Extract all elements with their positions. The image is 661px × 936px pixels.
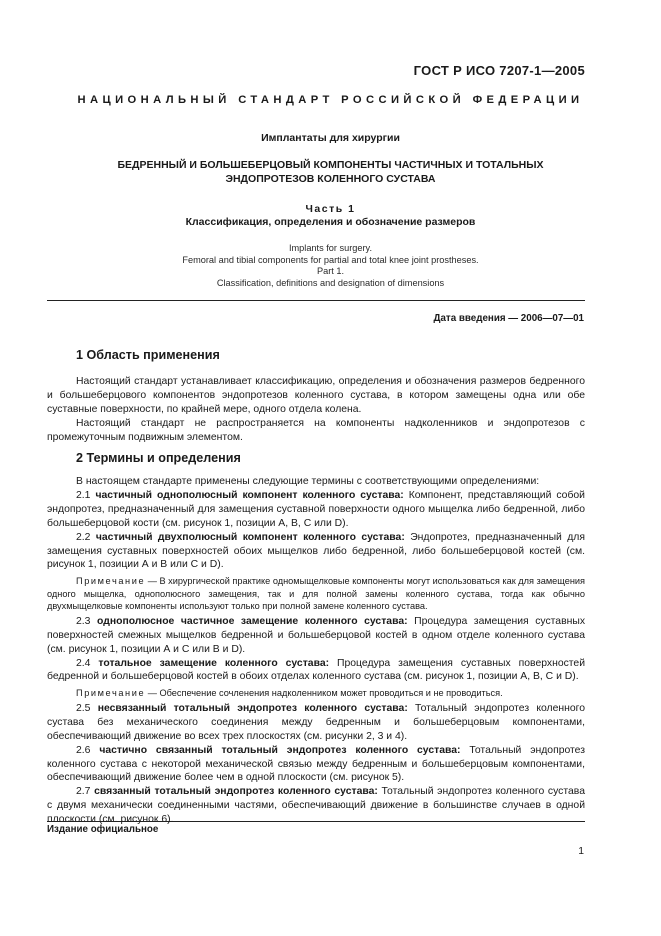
title-line-2: ЭНДОПРОТЕЗОВ КОЛЕННОГО СУСТАВА [225,173,436,185]
note-1 [47,575,585,613]
term-name: частичный двухполюсный компонент коленного сустава: [95,531,405,543]
term-number: 2.6 [76,744,91,756]
part-title: Классификация, определения и обозначение размеров [185,216,476,228]
section-1-paragraph-1: Настоящий стандарт устанавливает классификацию, определения и обозначения размеров бедренного и большеберцового компонентов эндопротезов коленного сустава, в котором замещены одна или обе суставные поверхности, по крайней мере, одного отдела колена. [47,376,585,415]
term-name: тотальное замещение коленного сустава: [98,657,330,669]
footer-divider [47,821,585,822]
term-definition: Компонент, представляющий собой эндопротез, предназначенный для замещения суставной поверхности одного мыщелка либо бедренной, либо большеберцовой кости (см. рисунок 1, позиции А, В, С или D). [47,489,585,529]
national-standard-banner: НАЦИОНАЛЬНЫЙ СТАНДАРТ РОССИЙСКОЙ ФЕДЕРАЦИИ [77,94,584,106]
page-number: 1 [578,846,584,857]
introduction-date: Дата введения — 2006—07—01 [433,313,584,324]
english-line-3: Part 1. [316,266,345,276]
note-text: — Обеспечение сочленения надколенником может проводиться и не проводиться. [145,688,503,699]
top-divider [47,300,585,301]
section-1-heading: 1 Область применения [76,348,220,362]
term-number: 2.7 [76,786,91,798]
english-line-1: Implants for surgery. [288,243,373,253]
term-2-3 [47,615,585,657]
note-label: Примечание [76,688,146,699]
subject-heading: Имплантаты для хирургии [261,132,400,144]
term-definition: Процедура замещения суставных поверхностей смежных мыщелков бедренной и большеберцовой костей в одном отделе коленного сустава (см. рисунок 1, позиции А и С или В и D). [47,615,586,655]
gost-code: ГОСТ Р ИСО 7207-1—2005 [413,63,585,78]
term-name: связанный тотальный эндопротез коленного сустава: [94,786,378,798]
term-name: частично связанный тотальный эндопротез коленного сустава: [99,744,461,756]
english-line-2: Femoral and tibial components for partial and total knee joint prostheses. [182,254,479,265]
term-name: частичный однополюсный компонент коленного сустава: [95,489,404,501]
section-2-heading: 2 Термины и определения [76,451,241,465]
term-definition: Эндопротез, предназначенный для замещения суставных поверхностей обоих мыщелков либо бедренной, либо большеберцовой костей (см. рисунок 1, позиции А и В или С и D). [47,531,585,571]
note-text: — В хирургической практике одномыщелковые компоненты могут использоваться как для замещения одного мыщелка, однополюсного замещения, так и для полной замены коленного сустава, тогда как обычно двухмыщелковые компоненты используют только при полной замене коленного сустава. [47,576,586,612]
section-1-paragraph-2: Настоящий стандарт не распространяется на компоненты надколенников и эндопротезов с промежуточным подвижным элементом. [47,417,585,443]
part-number: Часть 1 [305,203,356,215]
note-2 [47,687,585,700]
section-2-body [47,475,585,827]
document-title [40,158,621,186]
note-label: Примечание [76,576,146,587]
term-number: 2.1 [76,489,91,501]
term-2-4 [47,657,585,685]
term-definition: Тотальный эндопротез коленного сустава без механического соединения между бедренным и большеберцовым компонентами, обеспечивающий движение во всех трех плоскостях (см. рисунки 2, 3 и 4). [47,702,585,742]
term-2-6 [47,744,585,786]
term-number: 2.4 [76,657,91,669]
term-2-1 [47,489,585,531]
term-number: 2.2 [76,531,91,543]
term-2-2 [47,531,585,573]
term-number: 2.3 [76,615,91,627]
term-definition: Тотальный эндопротез коленного сустава с двумя механически соединенными частями, обеспечивающий движение в большинстве случаев в одной плоскости (см. рисунок 6). [47,786,585,826]
section-1-body [47,375,585,445]
term-number: 2.5 [76,702,91,714]
term-definition: Тотальный эндопротез коленного сустава с некоторой механической связью между бедренным и большеберцовым компонентами, обеспечивающий движение более чем в одной плоскости (см. рисунок 5). [47,744,585,784]
english-title [40,243,621,289]
term-name: однополюсное частичное замещение коленного сустава: [97,615,408,627]
term-name: несвязанный тотальный эндопротез коленного сустава: [97,702,408,714]
section-2-intro: В настоящем стандарте применены следующие термины с соответствующими определениями: [76,476,540,487]
title-line-1: БЕДРЕННЫЙ И БОЛЬШЕБЕРЦОВЫЙ КОМПОНЕНТЫ ЧАСТИЧНЫХ И ТОТАЛЬНЫХ [117,159,544,171]
official-edition-label: Издание официальное [47,824,159,835]
english-line-4: Classification, definitions and designation of dimensions [216,277,445,288]
term-2-5 [47,702,585,744]
term-definition: Процедура замещения суставных поверхностей бедренной и большеберцовой костей в обоих отделах коленного сустава (см. рисунок 1, позиции А, В, С и D). [47,657,586,683]
